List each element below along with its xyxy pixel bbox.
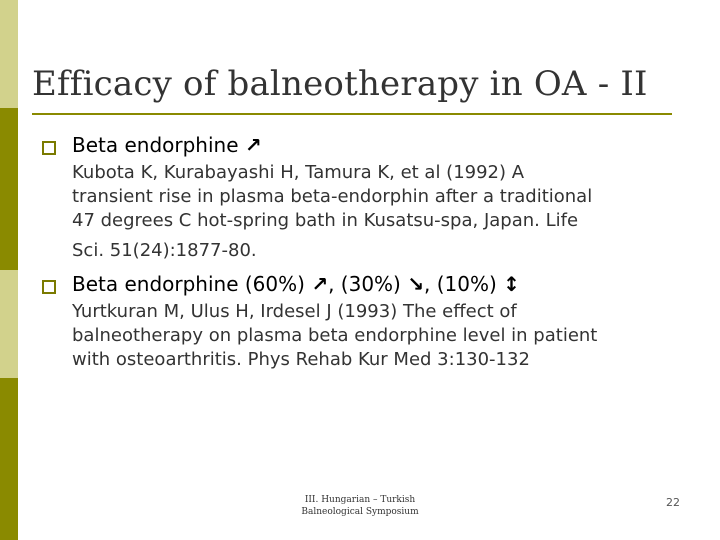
sidebar-block bbox=[0, 0, 18, 108]
reference-line: balneotherapy on plasma beta endorphine level in patient bbox=[72, 325, 598, 346]
sidebar-block bbox=[0, 108, 18, 270]
page-number: 22 bbox=[666, 496, 680, 509]
footer-line: III. Hungarian – Turkish bbox=[304, 495, 416, 505]
bullet-heading-text: Beta endorphine (60%) bbox=[72, 272, 305, 296]
bullet-heading-1 bbox=[72, 133, 262, 157]
bullet-heading-text: , (10%) bbox=[423, 272, 497, 296]
up-right-arrow-icon: ↗ bbox=[244, 133, 262, 157]
square-bullet-icon bbox=[42, 141, 56, 155]
sidebar-block bbox=[0, 378, 18, 540]
bullet-heading-text: Beta endorphine bbox=[72, 133, 239, 157]
sidebar-stripe bbox=[0, 0, 18, 540]
square-bullet-icon bbox=[42, 280, 56, 294]
reference-line: Yurtkuran M, Ulus H, Irdesel J (1993) The effect of bbox=[72, 301, 517, 322]
bullet-heading-text: , (30%) bbox=[328, 272, 401, 296]
bullet-heading-2 bbox=[72, 272, 520, 296]
sidebar-block bbox=[0, 270, 18, 378]
footer-line: Balneological Symposium bbox=[301, 507, 419, 517]
down-right-arrow-icon: ↘ bbox=[407, 272, 424, 296]
reference-line: with osteoarthritis. Phys Rehab Kur Med 3:130-132 bbox=[72, 349, 530, 370]
up-down-arrow-icon: ↕ bbox=[503, 272, 520, 296]
slide-footer bbox=[290, 494, 430, 518]
up-right-arrow-icon: ↗ bbox=[311, 272, 329, 296]
reference-line: 47 degrees C hot-spring bath in Kusatsu-spa, Japan. Life bbox=[72, 210, 579, 231]
title-underline bbox=[32, 113, 672, 115]
reference-line: transient rise in plasma beta-endorphin after a traditional bbox=[72, 186, 593, 207]
reference-line: Kubota K, Kurabayashi H, Tamura K, et al (1992) A bbox=[72, 162, 525, 183]
slide-title: Efficacy of balneotherapy in OA - II bbox=[32, 64, 648, 104]
reference-line: Sci. 51(24):1877-80. bbox=[72, 240, 257, 261]
